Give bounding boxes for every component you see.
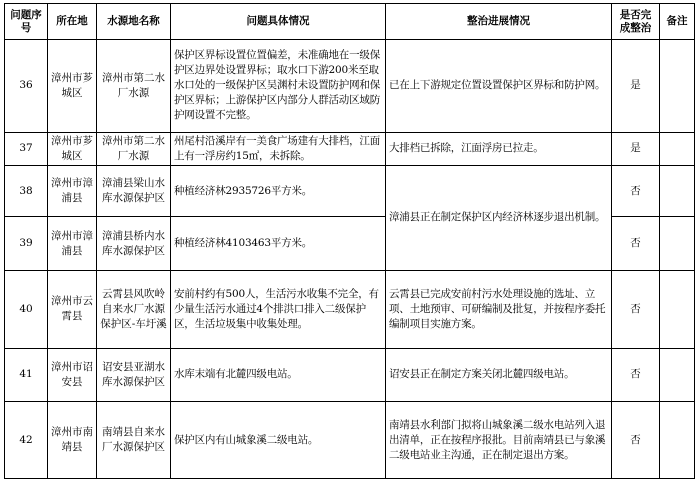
- cell-no: 40: [5, 270, 48, 348]
- rectification-table: [4, 3, 695, 479]
- cell-location: 漳州市南靖县: [48, 402, 97, 479]
- cell-done: 否: [612, 270, 660, 348]
- cell-remark: [660, 217, 695, 270]
- cell-issue: 种植经济林4103463平方米。: [171, 217, 386, 270]
- table-row: [5, 166, 695, 217]
- cell-done: 否: [612, 348, 660, 401]
- cell-progress: 大排档已拆除，江面浮房已拉走。: [386, 132, 612, 165]
- header-progress: 整治进展情况: [386, 4, 612, 40]
- header-remark: 备注: [660, 4, 695, 40]
- cell-no: 39: [5, 217, 48, 270]
- header-no: 问题序号: [5, 4, 48, 40]
- cell-remark: [660, 132, 695, 165]
- header-row: [5, 4, 695, 40]
- cell-location: 漳州市漳浦县: [48, 217, 97, 270]
- cell-no: 36: [5, 40, 48, 133]
- header-issue: 问题具体情况: [171, 4, 386, 40]
- cell-location: 漳州市诏安县: [48, 348, 97, 401]
- cell-remark: [660, 402, 695, 479]
- cell-remark: [660, 348, 695, 401]
- table-row: [5, 270, 695, 348]
- cell-remark: [660, 166, 695, 217]
- cell-source: 漳州市第二水厂水源: [97, 132, 171, 165]
- cell-no: 41: [5, 348, 48, 401]
- cell-location: 漳州市芗城区: [48, 40, 97, 133]
- cell-progress: 已在上下游规定位置设置保护区界标和防护网。: [386, 40, 612, 133]
- table-row: [5, 132, 695, 165]
- header-source: 水源地名称: [97, 4, 171, 40]
- cell-progress: 云霄县已完成安前村污水处理设施的选址、立项、土地预审、可研编制及批复，并按程序委托编制项目实施方案。: [386, 270, 612, 348]
- cell-progress: 漳浦县正在制定保护区内经济林逐步退出机制。: [386, 166, 612, 271]
- header-done: 是否完成整治: [612, 4, 660, 40]
- cell-source: 漳浦县桥内水库水源保护区: [97, 217, 171, 270]
- cell-progress: 诏安县正在制定方案关闭北麓四级电站。: [386, 348, 612, 401]
- cell-no: 42: [5, 402, 48, 479]
- cell-issue: 安前村约有500人，生活污水收集不完全，有少量生活污水通过4个排洪口排入二级保护区，生活垃圾集中收集处理。: [171, 270, 386, 348]
- cell-location: 漳州市芗城区: [48, 132, 97, 165]
- cell-done: 否: [612, 166, 660, 217]
- cell-done: 是: [612, 40, 660, 133]
- cell-source: 云霄县风吹岭自来水厂水源保护区-车圩溪: [97, 270, 171, 348]
- cell-issue: 水库末端有北麓四级电站。: [171, 348, 386, 401]
- cell-issue: 保护区内有山城象溪二级电站。: [171, 402, 386, 479]
- header-location: 所在地: [48, 4, 97, 40]
- cell-source: 漳州市第二水厂水源: [97, 40, 171, 133]
- table-row: [5, 402, 695, 479]
- cell-location: 漳州市云霄县: [48, 270, 97, 348]
- cell-no: 37: [5, 132, 48, 165]
- cell-no: 38: [5, 166, 48, 217]
- cell-done: 否: [612, 217, 660, 270]
- cell-issue: 种植经济林2935726平方米。: [171, 166, 386, 217]
- cell-done: 是: [612, 132, 660, 165]
- cell-done: 否: [612, 402, 660, 479]
- cell-source: 漳浦县梁山水库水源保护区: [97, 166, 171, 217]
- cell-issue: 州尾村沿溪岸有一美食广场建有大排档，江面上有一浮房约15㎡，未拆除。: [171, 132, 386, 165]
- cell-source: 诏安县亚湖水库水源保护区: [97, 348, 171, 401]
- cell-issue: 保护区界标设置位置偏差，未准确地在一级保护区边界处设置界标；取水口下游200米至取水口处的一级保护区吴渊村未设置防护网和保护区界标；上游保护区内部分人群活动区域防护网设置不完整。: [171, 40, 386, 133]
- cell-source: 南靖县自来水厂水源保护区: [97, 402, 171, 479]
- cell-location: 漳州市漳浦县: [48, 166, 97, 217]
- cell-progress: 南靖县水利部门拟将山城象溪二级水电站列入退出清单，正在按程序报批。目前南靖县已与象溪二级电站业主沟通，正在制定退出方案。: [386, 402, 612, 479]
- table-row: [5, 348, 695, 401]
- table-row: [5, 40, 695, 133]
- cell-remark: [660, 270, 695, 348]
- cell-remark: [660, 40, 695, 133]
